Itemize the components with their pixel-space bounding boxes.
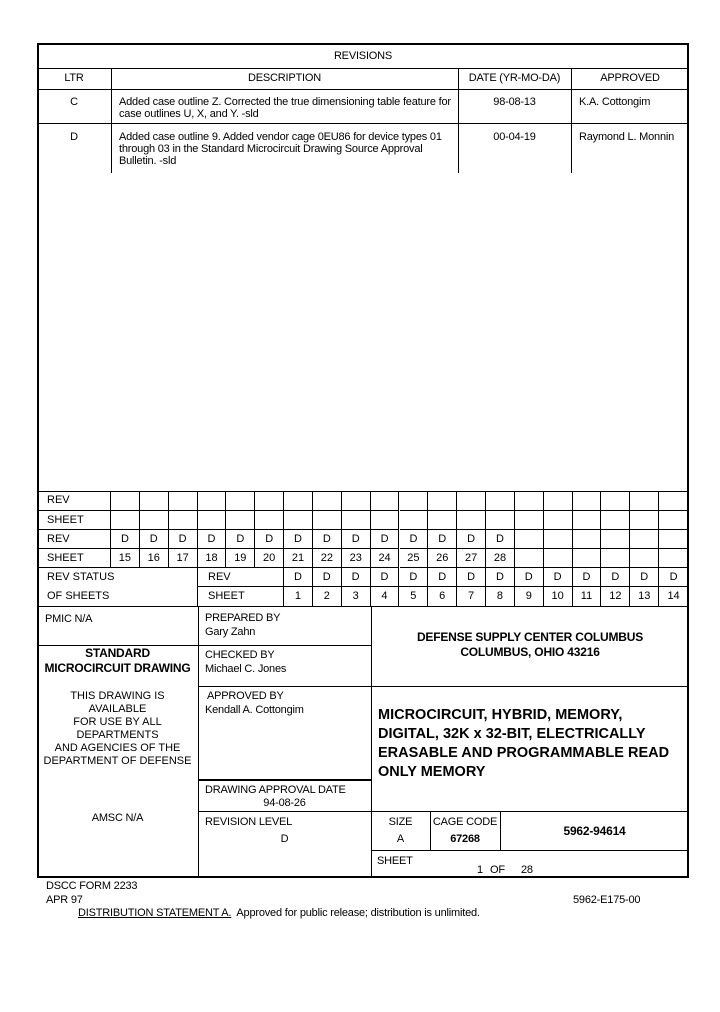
- rev-status-rev-label: REV: [198, 568, 284, 587]
- form-number: DSCC FORM 2233: [46, 880, 138, 892]
- rev-grid-cell: [226, 511, 255, 530]
- cage-code: 67268: [450, 833, 480, 845]
- rev-grid-cell: [515, 530, 544, 549]
- rev-grid-cell: D: [313, 530, 342, 549]
- availability-line: DEPARTMENTS: [76, 729, 159, 741]
- sheet-status-cell: 11: [573, 587, 602, 606]
- rev-grid-cell: D: [111, 530, 140, 549]
- rev-grid-cell: [573, 530, 602, 549]
- divider: [198, 811, 689, 812]
- rev-grid-cell: [342, 491, 371, 511]
- header-approved: APPROVED: [600, 72, 660, 84]
- rev-grid-cell: 28: [486, 549, 515, 568]
- rev-grid-cell: D: [342, 530, 371, 549]
- availability-line: AND AGENCIES OF THE: [54, 742, 181, 754]
- rev-grid-cell: 21: [284, 549, 313, 568]
- sheet-status-cell: 8: [486, 587, 515, 606]
- revision-description: Added case outline Z. Corrected the true dimensioning table feature for: [119, 96, 451, 108]
- rev-grid-cell: D: [457, 530, 486, 549]
- size-label: SIZE: [388, 816, 413, 828]
- rev-status-cell: D: [515, 568, 544, 587]
- checked-label: CHECKED BY: [205, 649, 275, 661]
- rev-grid-cell: [659, 511, 688, 530]
- rev-grid-cell: [284, 491, 313, 511]
- rev-grid-cell: [515, 491, 544, 511]
- rev-grid-cell: [457, 511, 486, 530]
- sheet-status-cell: 9: [515, 587, 544, 606]
- availability-line: AVAILABLE: [88, 703, 147, 715]
- revision-level: D: [280, 833, 289, 845]
- revision-approved: Raymond L. Monnin: [579, 131, 675, 143]
- rev-grid-cell: [573, 511, 602, 530]
- approved-label: APPROVED BY: [207, 690, 284, 702]
- rev-status-cell: D: [659, 568, 688, 587]
- sheet-status-cell: 10: [544, 587, 573, 606]
- rev-grid-cell: [544, 511, 573, 530]
- rev-status-cell: D: [457, 568, 486, 587]
- rev-grid-cell: [428, 511, 457, 530]
- rev-grid-cell: [630, 511, 659, 530]
- sheet-label: SHEET: [377, 855, 413, 867]
- rev-grid-cell: 25: [400, 549, 429, 568]
- rev-grid-cell: D: [371, 530, 400, 549]
- rev-grid-cell: [313, 491, 342, 511]
- divider: [371, 850, 689, 851]
- rev-grid-cell: 16: [140, 549, 169, 568]
- rev-grid-cell: 17: [169, 549, 198, 568]
- prepared-by: Gary Zahn: [205, 626, 256, 638]
- sheet-number: 1: [477, 864, 483, 876]
- rev-grid-cell: D: [284, 530, 313, 549]
- divider: [37, 123, 689, 124]
- rev-grid-cell: [601, 491, 630, 511]
- rev-grid-cell: [169, 511, 198, 530]
- form-date: APR 97: [46, 894, 83, 906]
- rev-grid-cell: [573, 549, 602, 568]
- rev-grid-cell: [342, 511, 371, 530]
- rev-grid-row-label: REV: [37, 491, 111, 511]
- rev-grid-row-label: SHEET: [37, 511, 111, 530]
- revision-ltr: C: [70, 96, 78, 108]
- rev-grid-row-label: REV: [37, 530, 111, 549]
- revision-approved: K.A. Cottongim: [579, 96, 651, 108]
- revisions-title: REVISIONS: [333, 50, 393, 62]
- agency-address: COLUMBUS, OHIO 43216: [460, 645, 600, 659]
- rev-status-cell: D: [342, 568, 371, 587]
- rev-grid-cell: [169, 491, 198, 511]
- rev-grid-cell: D: [400, 530, 429, 549]
- approval-date-label: DRAWING APPROVAL DATE: [205, 784, 346, 796]
- rev-grid-cell: [198, 491, 227, 511]
- sheet-status-cell: 4: [371, 587, 400, 606]
- rev-grid-cell: [371, 511, 400, 530]
- title-line: ONLY MEMORY: [378, 764, 486, 780]
- availability-line: THIS DRAWING IS: [70, 690, 165, 702]
- sheet-status-cell: 14: [667, 590, 680, 602]
- rev-grid-cell: [313, 511, 342, 530]
- checked-by: Michael C. Jones: [205, 663, 287, 675]
- rev-grid-cell: [659, 530, 688, 549]
- rev-grid-cell: [601, 511, 630, 530]
- document-id: 5962-E175-00: [573, 894, 641, 906]
- rev-grid-cell: [630, 491, 659, 511]
- pmic: PMIC N/A: [45, 613, 93, 625]
- rev-status-sheet-label: SHEET: [198, 587, 284, 606]
- rev-status-cell: D: [544, 568, 573, 587]
- availability-statement: [37, 690, 198, 768]
- rev-grid-cell: D: [198, 530, 227, 549]
- revision-description: Bulletin. -sld: [119, 155, 177, 167]
- rev-status-label: REV STATUS: [37, 568, 198, 587]
- cage-label: CAGE CODE: [432, 816, 498, 828]
- rev-grid-cell: [140, 511, 169, 530]
- divider: [198, 779, 371, 781]
- rev-grid-cell: [659, 491, 688, 511]
- sheet-of: OF: [490, 864, 505, 876]
- rev-grid-cell: [198, 511, 227, 530]
- rev-status-cell: D: [630, 568, 659, 587]
- sheet-status-cell: 3: [342, 587, 371, 606]
- rev-grid-cell: 27: [457, 549, 486, 568]
- rev-grid-cell: D: [486, 530, 515, 549]
- rev-grid-cell: [111, 511, 140, 530]
- rev-grid-cell: 15: [111, 549, 140, 568]
- rev-grid-cell: [601, 549, 630, 568]
- distribution-statement: [78, 907, 480, 919]
- rev-grid-cell: [140, 491, 169, 511]
- rev-grid-cell: [601, 530, 630, 549]
- sheet-status-cell: 5: [399, 587, 428, 606]
- rev-grid-cell: D: [140, 530, 169, 549]
- header-ltr: LTR: [64, 72, 84, 84]
- sheet-status-cell: 7: [457, 587, 486, 606]
- rev-grid-cell: 24: [371, 549, 400, 568]
- title-line: MICROCIRCUIT, HYBRID, MEMORY,: [378, 707, 623, 723]
- approval-date: 94-08-26: [263, 797, 306, 809]
- sheet-status-cell: 1: [284, 587, 313, 606]
- title-line: DIGITAL, 32K x 32-BIT, ELECTRICALLY: [378, 726, 646, 742]
- rev-grid-cell: [284, 511, 313, 530]
- rev-grid-cell: [544, 530, 573, 549]
- rev-grid-cell: [428, 491, 457, 511]
- prepared-label: PREPARED BY: [205, 612, 281, 624]
- rev-status-cell: D: [428, 568, 457, 587]
- approved-by: Kendall A. Cottongim: [205, 704, 304, 716]
- revision-date: 98-08-13: [493, 96, 536, 108]
- rev-status-cell: D: [399, 568, 428, 587]
- rev-grid-cell: [255, 491, 284, 511]
- agency-name: DEFENSE SUPPLY CENTER COLUMBUS: [416, 630, 644, 644]
- rev-grid-cell: D: [169, 530, 198, 549]
- sheet-total: 28: [521, 864, 533, 876]
- rev-grid-cell: [659, 549, 688, 568]
- title-line: ERASABLE AND PROGRAMMABLE READ: [378, 745, 670, 761]
- size: A: [396, 833, 405, 845]
- distribution-label: DISTRIBUTION STATEMENT A.: [78, 907, 232, 919]
- rev-grid-cell: [630, 549, 659, 568]
- rev-grid-cell: [544, 491, 573, 511]
- header-date: DATE (YR-MO-DA): [468, 72, 561, 84]
- rev-grid-cell: [255, 511, 284, 530]
- rev-grid-cell: 23: [342, 549, 371, 568]
- rev-grid-cell: [515, 511, 544, 530]
- rev-grid-cell: [544, 549, 573, 568]
- distribution-text: Approved for public release; distribution is unlimited.: [236, 907, 480, 919]
- rev-grid-cell: 20: [255, 549, 284, 568]
- sheet-status-cell: 6: [428, 587, 457, 606]
- revision-level-label: REVISION LEVEL: [205, 816, 293, 828]
- revision-ltr: D: [70, 131, 78, 143]
- rev-grid-cell: 19: [226, 549, 255, 568]
- rev-grid-cell: [226, 491, 255, 511]
- rev-grid-cell: [400, 491, 429, 511]
- revision-description: case outlines U, X, and Y. -sld: [119, 108, 259, 120]
- rev-grid-cell: D: [255, 530, 284, 549]
- smd-line-2: MICROCIRCUIT DRAWING: [44, 661, 191, 675]
- rev-grid-cell: [486, 511, 515, 530]
- rev-status-cell: D: [284, 568, 313, 587]
- rev-grid-cell: [371, 491, 400, 511]
- sheet-status-cell: 12: [601, 587, 630, 606]
- revision-date: 00-04-19: [493, 131, 536, 143]
- rev-grid-cell: D: [428, 530, 457, 549]
- rev-grid-cell: [630, 530, 659, 549]
- rev-grid-cell: [457, 491, 486, 511]
- rev-status-cell: D: [371, 568, 400, 587]
- rev-status-cell: D: [601, 568, 630, 587]
- revision-description: Added case outline 9. Added vendor cage 0EU86 for device types 01: [119, 131, 442, 143]
- rev-status-label: OF SHEETS: [37, 587, 198, 606]
- drawing-number: 5962-94614: [563, 824, 626, 838]
- rev-status-cell: D: [313, 568, 342, 587]
- sheet-status-cell: 2: [313, 587, 342, 606]
- rev-status-cell: D: [486, 568, 515, 587]
- availability-line: DEPARTMENT OF DEFENSE: [43, 755, 192, 767]
- rev-grid-row-label: SHEET: [37, 549, 111, 568]
- divider: [37, 606, 689, 607]
- rev-grid-cell: [111, 491, 140, 511]
- sheet-status-cell: 13: [630, 587, 659, 606]
- drawing-title: [378, 706, 669, 782]
- rev-grid-cell: [400, 511, 429, 530]
- rev-grid-cell: 26: [428, 549, 457, 568]
- amsc: AMSC N/A: [91, 812, 144, 824]
- rev-grid-cell: [515, 549, 544, 568]
- smd-line-1: STANDARD: [85, 646, 150, 660]
- header-description: DESCRIPTION: [248, 72, 321, 84]
- rev-grid-cell: D: [226, 530, 255, 549]
- rev-grid-cell: 18: [198, 549, 227, 568]
- rev-status-cell: D: [573, 568, 602, 587]
- rev-grid-cell: [486, 491, 515, 511]
- revision-description: through 03 in the Standard Microcircuit Drawing Source Approval: [119, 143, 423, 155]
- rev-grid-cell: [573, 491, 602, 511]
- rev-grid-cell: 22: [313, 549, 342, 568]
- availability-line: FOR USE BY ALL: [73, 716, 162, 728]
- divider: [198, 686, 689, 687]
